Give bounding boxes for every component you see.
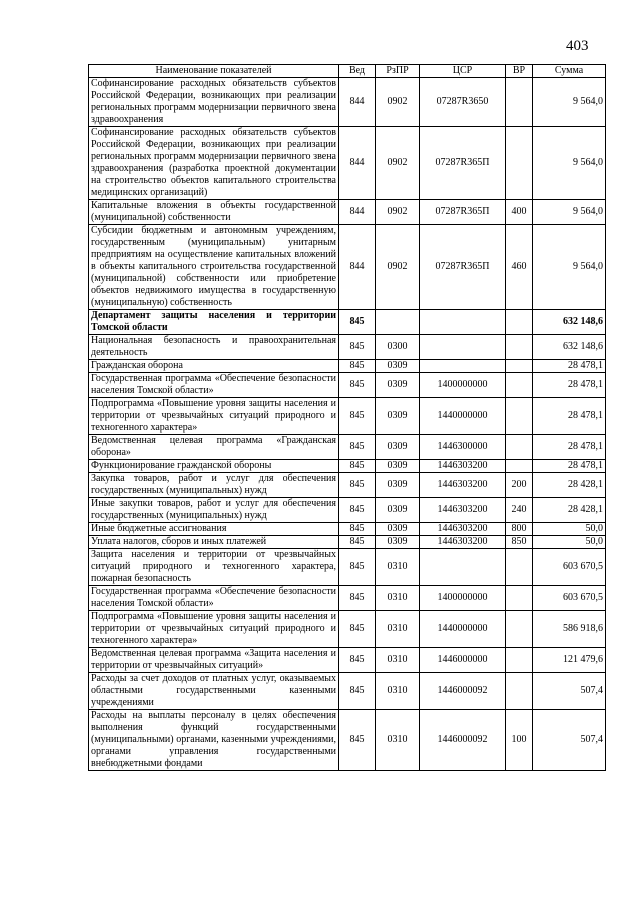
- row-name: Государственная программа «Обеспечение безопасности населения Томской области»: [89, 586, 339, 611]
- row-name: Защита населения и территории от чрезвычайных ситуаций природного и техногенного характера, пожарная безопасность: [89, 549, 339, 586]
- row-rzpr: 0309: [376, 523, 420, 536]
- row-name: Ведомственная целевая программа «Гражданская оборона»: [89, 435, 339, 460]
- row-vr: 460: [506, 225, 533, 310]
- row-vr: [506, 460, 533, 473]
- row-csr: 07287R3650: [420, 78, 506, 127]
- table-row: [89, 549, 606, 586]
- row-vr: [506, 435, 533, 460]
- row-rzpr: 0309: [376, 498, 420, 523]
- row-ved: 845: [339, 310, 376, 335]
- row-rzpr: 0309: [376, 360, 420, 373]
- row-csr: [420, 360, 506, 373]
- row-ved: 845: [339, 373, 376, 398]
- row-vr: [506, 127, 533, 200]
- row-sum: 9 564,0: [533, 225, 606, 310]
- row-rzpr: 0902: [376, 127, 420, 200]
- row-vr: 850: [506, 536, 533, 549]
- table-row: [89, 648, 606, 673]
- table-row: [89, 200, 606, 225]
- row-sum: 50,0: [533, 523, 606, 536]
- row-csr: 1400000000: [420, 586, 506, 611]
- row-vr: [506, 310, 533, 335]
- row-vr: [506, 648, 533, 673]
- row-name: Подпрограмма «Повышение уровня защиты населения и территории от чрезвычайных ситуаций природного и техногенного характера»: [89, 611, 339, 648]
- table-row: [89, 586, 606, 611]
- row-rzpr: 0309: [376, 435, 420, 460]
- row-vr: [506, 673, 533, 710]
- row-name: Иные закупки товаров, работ и услуг для обеспечения государственных (муниципальных) нужд: [89, 498, 339, 523]
- row-sum: 9 564,0: [533, 200, 606, 225]
- row-csr: 1446000092: [420, 710, 506, 771]
- row-sum: 632 148,6: [533, 335, 606, 360]
- table-row: [89, 498, 606, 523]
- row-vr: 200: [506, 473, 533, 498]
- row-sum: 632 148,6: [533, 310, 606, 335]
- row-name: Субсидии бюджетным и автономным учреждениям, государственным (муниципальным) унитарным предприятиям на осуществление капитальных вложений в объекты капитального строительства государственной (муниципальной) собственности или приобретение объектов недвижимого имущества в государственную (муниципальную) собственность: [89, 225, 339, 310]
- row-name: Капитальные вложения в объекты государственной (муниципальной) собственности: [89, 200, 339, 225]
- table-row: [89, 710, 606, 771]
- row-ved: 845: [339, 536, 376, 549]
- row-ved: 845: [339, 498, 376, 523]
- row-csr: 07287R365П: [420, 225, 506, 310]
- row-csr: [420, 335, 506, 360]
- row-vr: [506, 373, 533, 398]
- row-name: Департамент защиты населения и территории Томской области: [89, 310, 339, 335]
- row-ved: 845: [339, 586, 376, 611]
- row-rzpr: 0310: [376, 673, 420, 710]
- row-name: Расходы за счет доходов от платных услуг, оказываемых областными государственными казенными учреждениями: [89, 673, 339, 710]
- row-ved: 845: [339, 523, 376, 536]
- header-vr: ВР: [506, 65, 533, 78]
- row-rzpr: 0310: [376, 586, 420, 611]
- row-rzpr: 0902: [376, 225, 420, 310]
- row-sum: 586 918,6: [533, 611, 606, 648]
- table-row: [89, 536, 606, 549]
- row-sum: 28 428,1: [533, 498, 606, 523]
- table-row: [89, 360, 606, 373]
- row-sum: 507,4: [533, 710, 606, 771]
- row-sum: 28 428,1: [533, 473, 606, 498]
- table-row: [89, 460, 606, 473]
- row-vr: [506, 586, 533, 611]
- table-row: [89, 673, 606, 710]
- row-rzpr: 0310: [376, 549, 420, 586]
- row-ved: 845: [339, 473, 376, 498]
- row-ved: 844: [339, 127, 376, 200]
- row-rzpr: [376, 310, 420, 335]
- row-ved: 845: [339, 648, 376, 673]
- row-ved: 845: [339, 549, 376, 586]
- row-name: Подпрограмма «Повышение уровня защиты населения и территории от чрезвычайных ситуаций природного и техногенного характера»: [89, 398, 339, 435]
- row-sum: 28 478,1: [533, 398, 606, 435]
- row-vr: [506, 611, 533, 648]
- header-csr: ЦСР: [420, 65, 506, 78]
- row-vr: [506, 335, 533, 360]
- row-ved: 845: [339, 398, 376, 435]
- row-csr: 1446303200: [420, 536, 506, 549]
- page-number: 403: [566, 38, 589, 54]
- row-vr: 400: [506, 200, 533, 225]
- row-ved: 845: [339, 360, 376, 373]
- row-ved: 845: [339, 460, 376, 473]
- row-name: Национальная безопасность и правоохранительная деятельность: [89, 335, 339, 360]
- row-csr: 1446303200: [420, 498, 506, 523]
- row-sum: 28 478,1: [533, 373, 606, 398]
- row-csr: 1446000092: [420, 673, 506, 710]
- row-name: Закупка товаров, работ и услуг для обеспечения государственных (муниципальных) нужд: [89, 473, 339, 498]
- header-ved: Вед: [339, 65, 376, 78]
- row-rzpr: 0902: [376, 78, 420, 127]
- row-name: Функционирование гражданской обороны: [89, 460, 339, 473]
- row-rzpr: 0310: [376, 648, 420, 673]
- table-header-row: [89, 65, 606, 78]
- row-ved: 845: [339, 611, 376, 648]
- row-csr: 1446000000: [420, 648, 506, 673]
- row-sum: 28 478,1: [533, 435, 606, 460]
- row-vr: 100: [506, 710, 533, 771]
- row-sum: 28 478,1: [533, 460, 606, 473]
- row-sum: 507,4: [533, 673, 606, 710]
- header-sum: Сумма: [533, 65, 606, 78]
- header-name: Наименование показателей: [89, 65, 339, 78]
- row-sum: 28 478,1: [533, 360, 606, 373]
- row-rzpr: 0902: [376, 200, 420, 225]
- table-row: [89, 335, 606, 360]
- table-row: [89, 127, 606, 200]
- table-row: [89, 473, 606, 498]
- row-name: Уплата налогов, сборов и иных платежей: [89, 536, 339, 549]
- row-ved: 845: [339, 710, 376, 771]
- row-sum: 9 564,0: [533, 127, 606, 200]
- row-ved: 844: [339, 225, 376, 310]
- row-csr: 1446303200: [420, 523, 506, 536]
- table-row: [89, 78, 606, 127]
- row-ved: 845: [339, 673, 376, 710]
- row-rzpr: 0310: [376, 710, 420, 771]
- header-rzpr: РзПР: [376, 65, 420, 78]
- row-csr: 1446300000: [420, 435, 506, 460]
- row-vr: [506, 360, 533, 373]
- row-vr: [506, 78, 533, 127]
- row-name: Государственная программа «Обеспечение безопасности населения Томской области»: [89, 373, 339, 398]
- row-vr: [506, 549, 533, 586]
- row-sum: 50,0: [533, 536, 606, 549]
- row-name: Иные бюджетные ассигнования: [89, 523, 339, 536]
- row-csr: [420, 310, 506, 335]
- row-csr: 1446303200: [420, 473, 506, 498]
- row-name: Ведомственная целевая программа «Защита населения и территории от чрезвычайных ситуаций»: [89, 648, 339, 673]
- table-row: [89, 398, 606, 435]
- table-row: [89, 373, 606, 398]
- table-row: [89, 611, 606, 648]
- budget-table: [88, 64, 606, 771]
- row-sum: 9 564,0: [533, 78, 606, 127]
- row-ved: 844: [339, 78, 376, 127]
- row-rzpr: 0309: [376, 473, 420, 498]
- row-csr: [420, 549, 506, 586]
- row-rzpr: 0309: [376, 536, 420, 549]
- row-rzpr: 0300: [376, 335, 420, 360]
- row-csr: 1440000000: [420, 611, 506, 648]
- row-csr: 07287R365П: [420, 200, 506, 225]
- row-csr: 1400000000: [420, 373, 506, 398]
- row-csr: 1440000000: [420, 398, 506, 435]
- row-sum: 603 670,5: [533, 549, 606, 586]
- row-rzpr: 0310: [376, 611, 420, 648]
- row-vr: [506, 398, 533, 435]
- row-ved: 844: [339, 200, 376, 225]
- row-name: Расходы на выплаты персоналу в целях обеспечения выполнения функций государственными (муниципальными) органами, казенными учреждениями, органами управления государственными внебюджетными фондами: [89, 710, 339, 771]
- row-rzpr: 0309: [376, 373, 420, 398]
- row-sum: 121 479,6: [533, 648, 606, 673]
- row-ved: 845: [339, 335, 376, 360]
- table-row: [89, 523, 606, 536]
- row-rzpr: 0309: [376, 460, 420, 473]
- row-name: Софинансирование расходных обязательств субъектов Российской Федерации, возникающих при реализации региональных программ модернизации первичного звена здравоохранения (разработка проектной документации на строительство объектов капитального строительства медицинских организаций): [89, 127, 339, 200]
- row-name: Гражданская оборона: [89, 360, 339, 373]
- row-vr: 800: [506, 523, 533, 536]
- row-rzpr: 0309: [376, 398, 420, 435]
- table-row: [89, 435, 606, 460]
- table-row: [89, 225, 606, 310]
- row-sum: 603 670,5: [533, 586, 606, 611]
- row-name: Софинансирование расходных обязательств субъектов Российской Федерации, возникающих при реализации региональных программ модернизации первичного звена здравоохранения: [89, 78, 339, 127]
- row-csr: 1446303200: [420, 460, 506, 473]
- row-vr: 240: [506, 498, 533, 523]
- table-row: [89, 310, 606, 335]
- row-ved: 845: [339, 435, 376, 460]
- row-csr: 07287R365П: [420, 127, 506, 200]
